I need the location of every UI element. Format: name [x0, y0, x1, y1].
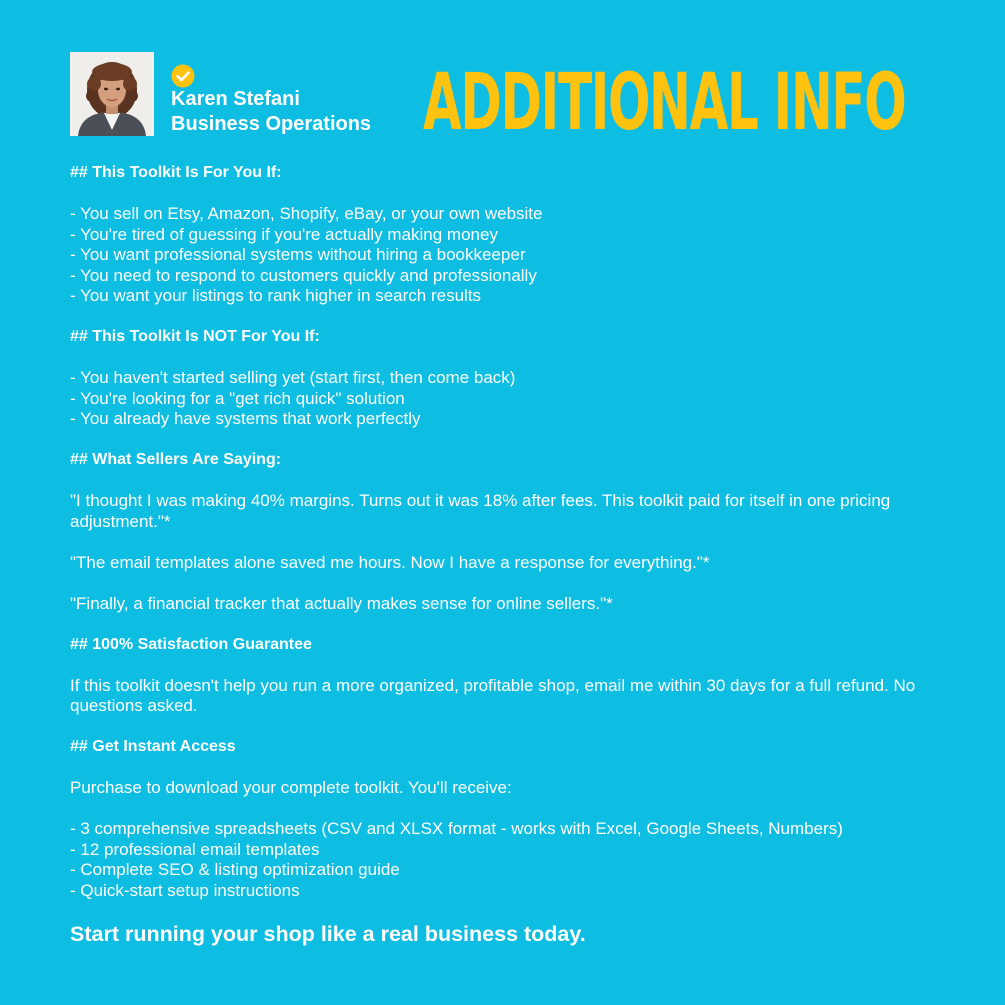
section-heading-access: ## Get Instant Access	[70, 738, 236, 755]
page-title: ADDITIONAL INFO	[423, 58, 906, 148]
call-to-action: Start running your shop like a real business today.	[70, 922, 586, 946]
access-list	[70, 819, 970, 901]
for-you-list	[70, 204, 970, 307]
section-heading-not-for-you: ## This Toolkit Is NOT For You If:	[70, 328, 320, 345]
testimonial-quote: "I thought I was making 40% margins. Turns out it was 18% after fees. This toolkit paid for itself in one pricing adjustment."*	[70, 491, 891, 531]
access-intro: Purchase to download your complete toolkit. You'll receive:	[70, 778, 512, 797]
testimonial-quote: "The email templates alone saved me hours. Now I have a response for everything."*	[70, 552, 710, 572]
list-item: - You haven't started selling yet (start first, then come back)	[70, 368, 516, 387]
list-item: - You sell on Etsy, Amazon, Shopify, eBay, or your own website	[70, 204, 543, 223]
avatar	[70, 52, 154, 136]
list-item: - 12 professional email templates	[70, 839, 320, 859]
content	[70, 163, 970, 947]
list-item: - 3 comprehensive spreadsheets (CSV and XLSX format - works with Excel, Google Sheets, Numbers)	[70, 819, 843, 838]
section-heading-testimonials: ## What Sellers Are Saying:	[70, 451, 282, 468]
check-circle-icon	[171, 64, 195, 88]
list-item: - You're tired of guessing if you're actually making money	[70, 224, 498, 244]
list-item: - You want professional systems without hiring a bookkeeper	[70, 245, 526, 264]
section-heading-guarantee: ## 100% Satisfaction Guarantee	[70, 635, 312, 653]
list-item: - Quick-start setup instructions	[70, 880, 300, 900]
list-item: - You need to respond to customers quickly and professionally	[70, 265, 537, 285]
list-item: - You're looking for a "get rich quick" solution	[70, 388, 405, 408]
not-for-you-list	[70, 368, 970, 430]
list-item: - You want your listings to rank higher in search results	[70, 286, 482, 305]
avatar-portrait-image	[70, 52, 154, 136]
author-name: Karen Stefani	[171, 88, 300, 110]
testimonial-quote: "Finally, a financial tracker that actually makes sense for online sellers."*	[70, 593, 613, 613]
section-heading-for-you: ## This Toolkit Is For You If:	[70, 164, 282, 181]
guarantee-text: If this toolkit doesn't help you run a more organized, profitable shop, email me within 30 days for a full refund. No questions asked.	[70, 675, 916, 715]
list-item: - Complete SEO & listing optimization guide	[70, 860, 400, 879]
author-role: Business Operations	[171, 113, 372, 135]
list-item: - You already have systems that work perfectly	[70, 409, 421, 428]
